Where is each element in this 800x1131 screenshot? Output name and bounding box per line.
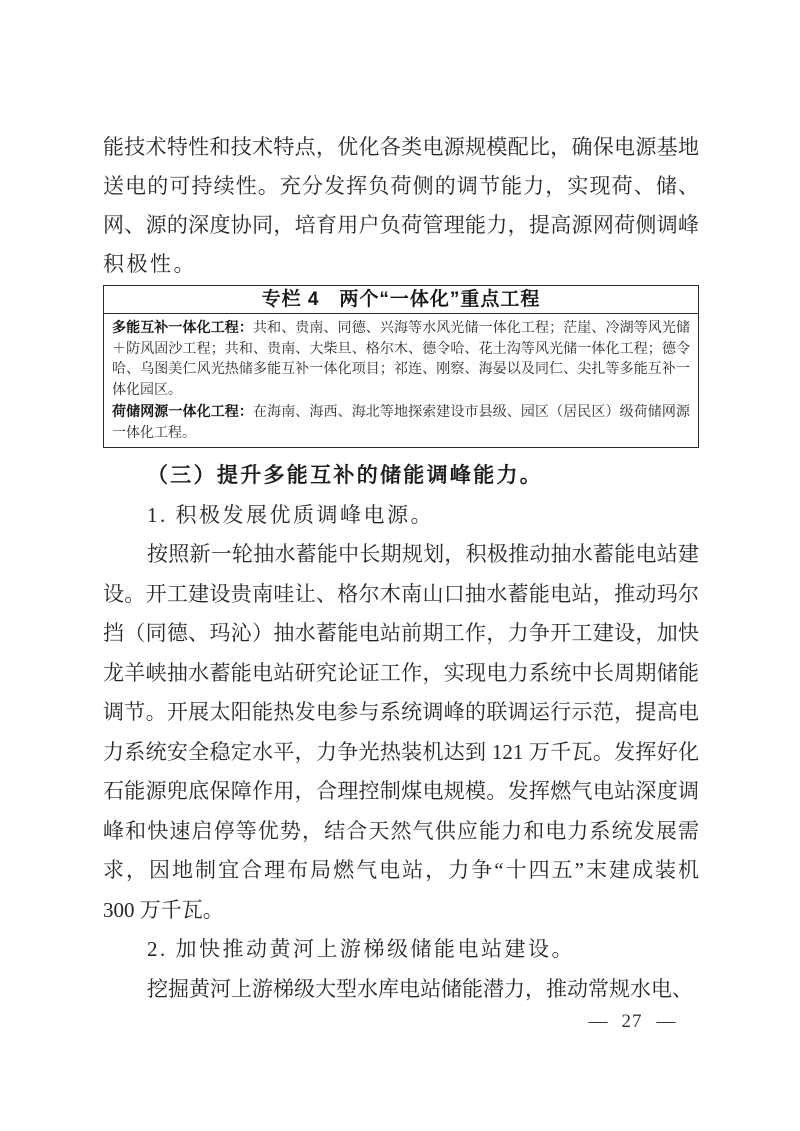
text-line: 挡（同德、玛沁）抽水蓄能电站前期工作，力争开工建设，加快 [103,621,699,645]
text-line: 龙羊峡抽水蓄能电站研究论证工作，实现电力系统中长周期储能 [103,660,699,685]
box-text-line [112,317,690,340]
sub-heading-1: 1. 积极发展优质调峰电源。 [147,502,434,527]
text-line: 积极性。 [103,252,197,276]
footer-number: 27 [621,1011,643,1032]
box-text-line: ＋防风固沙工程；共和、贵南、大柴旦、格尔木、德令哈、花土沟等风光储一体化工程；德令 [112,341,690,357]
sub-heading-2: 2. 加快推动黄河上游梯级储能电站建设。 [147,937,575,961]
box-text-line: 一体化工程。 [112,425,196,441]
text-line: 石能源兜底保障作用，合理控制煤电规模。发挥燃气电站深度调 [103,779,699,803]
footer-left-dash: — [588,1011,608,1032]
footer-right-dash: — [656,1011,676,1032]
feature-box [103,285,699,448]
section-heading: （三）提升多能互补的储能调峰能力。 [147,463,544,487]
box-text-line: 哈、乌图美仁风光热储多能互补一体化项目；祁连、刚察、海晏以及同仁、尖扎等多能互补一 [112,362,690,377]
text-line: 300 万千瓦。 [103,897,224,922]
page-content [103,128,699,1009]
text-line: 送电的可持续性。充分发挥负荷侧的调节能力，实现荷、储、 [103,174,699,198]
intro-paragraph [103,128,699,284]
text-line: 峰和快速启停等优势，结合天然气供应能力和电力系统发展需 [103,818,699,843]
text-line: 力系统安全稳定水平，力争光热装机达到 121 万千瓦。发挥好化 [103,739,699,764]
feature-box-body [104,314,698,447]
text-line: 调节。开展太阳能热发电参与系统调峰的联调运行示范，提高电 [103,700,699,724]
text-line: 按照新一轮抽水蓄能中长期规划，积极推动抽水蓄能电站建 [147,542,699,566]
box-lead-label: 荷储网源一体化工程： [112,403,253,419]
text-line: 求，因地制宜合理布局燃气电站，力争“十四五”末建成装机 [103,858,699,882]
box-lead-label: 多能互补一体化工程： [112,319,253,335]
box-text-line [112,401,690,424]
text-line: 网、源的深度协同，培育用户负荷管理能力，提高源网荷侧调峰 [103,213,699,237]
feature-box-title: 专栏 4 两个“一体化”重点工程 [104,286,698,314]
text-line: 挖掘黄河上游梯级大型水库电站储能潜力，推动常规水电、 [147,976,693,1001]
page-number [532,1008,732,1036]
box-line-text: 共和、贵南、同德、兴海等水风光储一体化工程；茫崖、冷湖等风光储 [253,321,690,336]
text-line: 能技术特性和技术特点，优化各类电源规模配比，确保电源基地 [103,135,699,159]
text-line: 设。开工建设贵南哇让、格尔木南山口抽水蓄能电站，推动玛尔 [103,581,699,606]
box-text-line: 体化园区。 [112,382,182,398]
body-paragraph-2 [103,970,699,1010]
box-line-text: 在海南、海西、海北等地探索建设市县级、园区（居民区）级荷储网源 [253,405,690,420]
body-paragraph-1 [103,535,699,930]
